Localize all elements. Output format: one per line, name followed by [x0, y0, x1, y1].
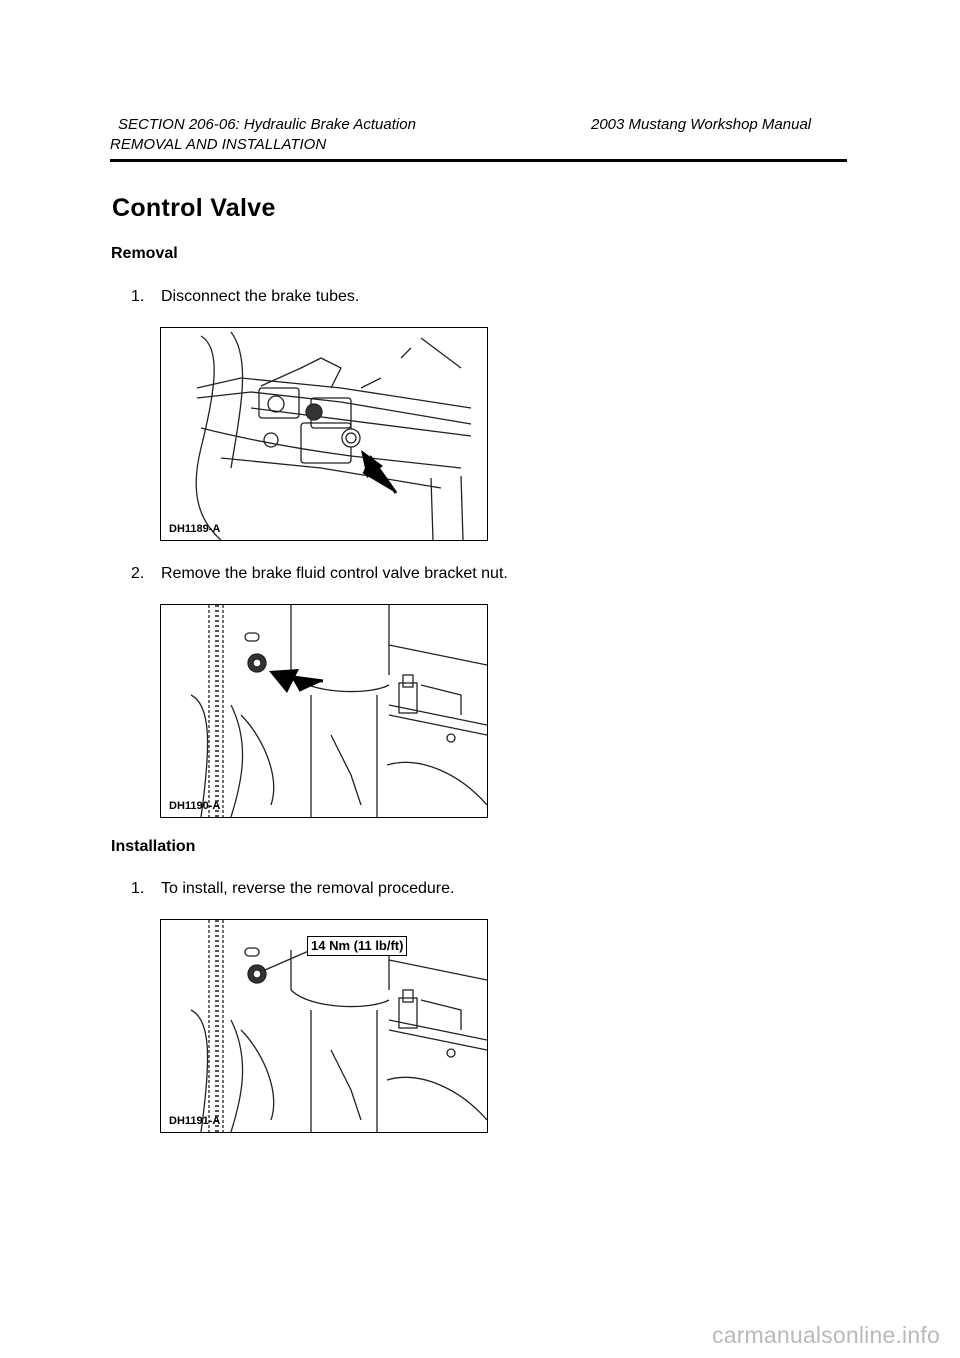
- torque-callout: 14 Nm (11 lb/ft): [307, 936, 407, 956]
- header-section: SECTION 206-06: Hydraulic Brake Actuation: [118, 116, 416, 133]
- removal-step-1: [131, 288, 359, 306]
- watermark: carmanualsonline.info: [712, 1322, 940, 1348]
- step-number: 1.: [131, 880, 145, 897]
- step-number: 2.: [131, 565, 145, 582]
- figure-label: DH1191-A: [169, 1115, 221, 1127]
- figure-disconnect-brake-tubes: [160, 327, 488, 541]
- installation-step-1: [131, 880, 454, 898]
- figure-install-torque: [160, 919, 488, 1133]
- step-number: 1.: [131, 288, 145, 305]
- page-title: Control Valve: [112, 194, 276, 222]
- removal-step-2: [131, 565, 508, 583]
- figure-remove-bracket-nut: [160, 604, 488, 818]
- step-text: Disconnect the brake tubes.: [161, 288, 360, 305]
- removal-heading: Removal: [111, 245, 178, 262]
- header-divider: [110, 159, 847, 162]
- figure-label: DH1189-A: [169, 523, 221, 535]
- step-text: To install, reverse the removal procedure.: [161, 880, 455, 897]
- installation-heading: Installation: [111, 838, 196, 855]
- header-subtitle: REMOVAL AND INSTALLATION: [110, 136, 327, 153]
- figure-label: DH1190-A: [169, 800, 221, 812]
- header-manual-title: 2003 Mustang Workshop Manual: [591, 116, 812, 133]
- step-text: Remove the brake fluid control valve bracket nut.: [161, 565, 508, 582]
